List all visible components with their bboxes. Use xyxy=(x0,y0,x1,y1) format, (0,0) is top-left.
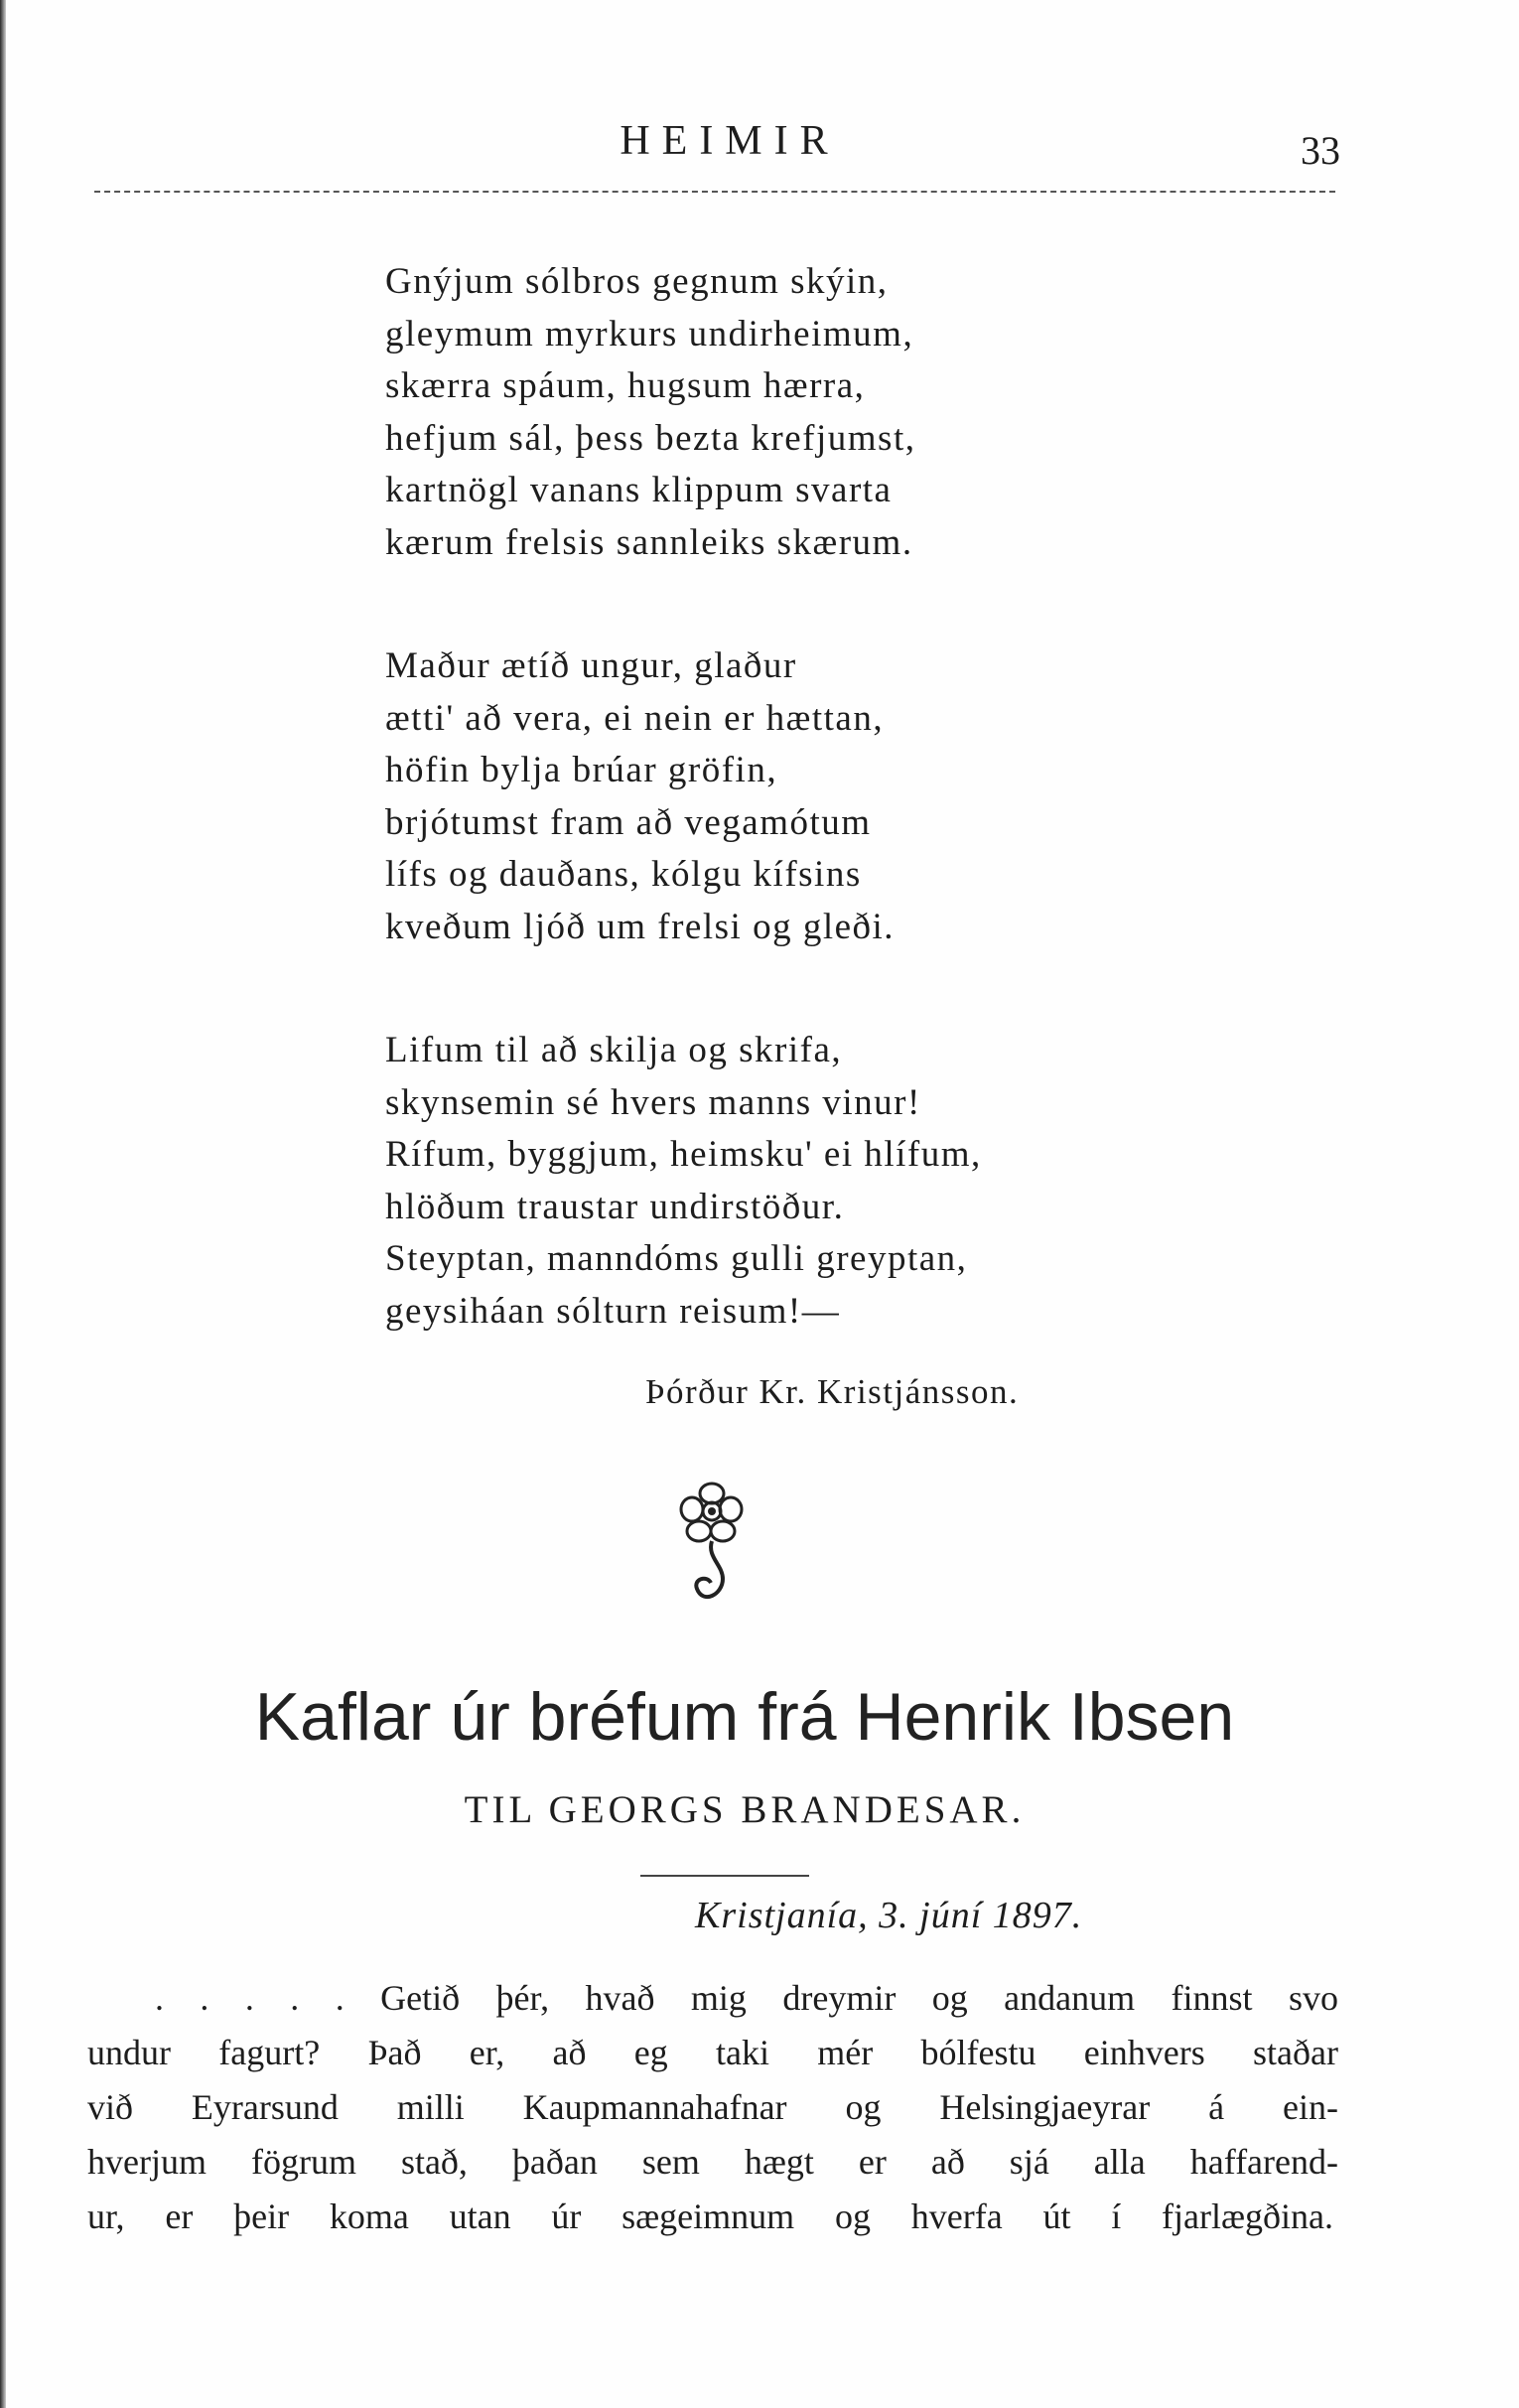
poem-line: Steyptan, manndóms gulli greyptan, xyxy=(385,1238,968,1279)
poem-line: kartnögl vanans klippum svarta xyxy=(385,470,893,510)
poem-line: hlöðum traustar undirstöður. xyxy=(385,1186,845,1227)
body-line: . . . . . Getið þér, hvað mig dreymir og andanum finnst svo xyxy=(155,1978,1338,2018)
body-line: ur, er þeir koma utan úr sægeimnum og hverfa út í fjarlægðina. xyxy=(87,2196,1333,2236)
poem-line: Gnýjum sólbros gegnum skýin, xyxy=(385,261,889,302)
page-number: 33 xyxy=(1301,128,1340,173)
poem-line: lífs og dauðans, kólgu kífsins xyxy=(385,854,862,895)
poem-line: kærum frelsis sannleiks skærum. xyxy=(385,521,913,563)
letter-body xyxy=(87,1971,1338,2244)
poem-line: skynsemin sé hvers manns vinur! xyxy=(385,1081,921,1123)
body-line: hverjum fögrum stað, þaðan sem hægt er að sjá alla haffarend- xyxy=(87,2142,1338,2182)
body-line: við Eyrarsund milli Kaupmannahafnar og Helsingjaeyrar á ein- xyxy=(87,2087,1338,2127)
page-binding-edge xyxy=(0,0,6,2408)
poem-stanza-1 xyxy=(385,256,1199,569)
article-title: Kaflar úr bréfum frá Henrik Ibsen xyxy=(254,1679,1235,1755)
poem-line: skærra spáum, hugsum hærra, xyxy=(385,365,866,406)
poem-line: gleymum myrkurs undirheimum, xyxy=(385,313,914,354)
flower-vignette-icon xyxy=(667,1480,757,1629)
poem-line: Rífum, byggjum, heimsku' ei hlífum, xyxy=(385,1134,982,1175)
header-rule xyxy=(94,191,1335,193)
poem-line: Lifum til að skilja og skrifa, xyxy=(385,1030,843,1070)
poem-line: ætti' að vera, ei nein er hættan, xyxy=(385,697,885,739)
poem-line: höfin bylja brúar gröfin, xyxy=(385,750,778,790)
poem xyxy=(385,256,1199,1409)
running-head: HEIMIR xyxy=(620,118,840,164)
section-rule xyxy=(640,1875,809,1877)
poem-author: Þórður Kr. Kristjánsson. xyxy=(645,1372,1020,1411)
poem-line: kveðum ljóð um frelsi og gleði. xyxy=(385,906,896,947)
poem-line: brjótumst fram að vegamótum xyxy=(385,801,872,843)
article-subtitle: TIL GEORGS BRANDESAR. xyxy=(464,1788,1026,1831)
poem-line: hefjum sál, þess bezta krefjumst, xyxy=(385,417,916,459)
body-line: undur fagurt? Það er, að eg taki mér bólfestu einhvers staðar xyxy=(87,2033,1338,2072)
letter-dateline: Kristjanía, 3. júní 1897. xyxy=(695,1895,1083,1936)
poem-stanza-2 xyxy=(385,640,1199,953)
poem-line: geysiháan sólturn reisum!— xyxy=(385,1290,841,1332)
poem-stanza-3 xyxy=(385,1025,1199,1338)
poem-line: Maður ætíð ungur, glaður xyxy=(385,645,797,686)
